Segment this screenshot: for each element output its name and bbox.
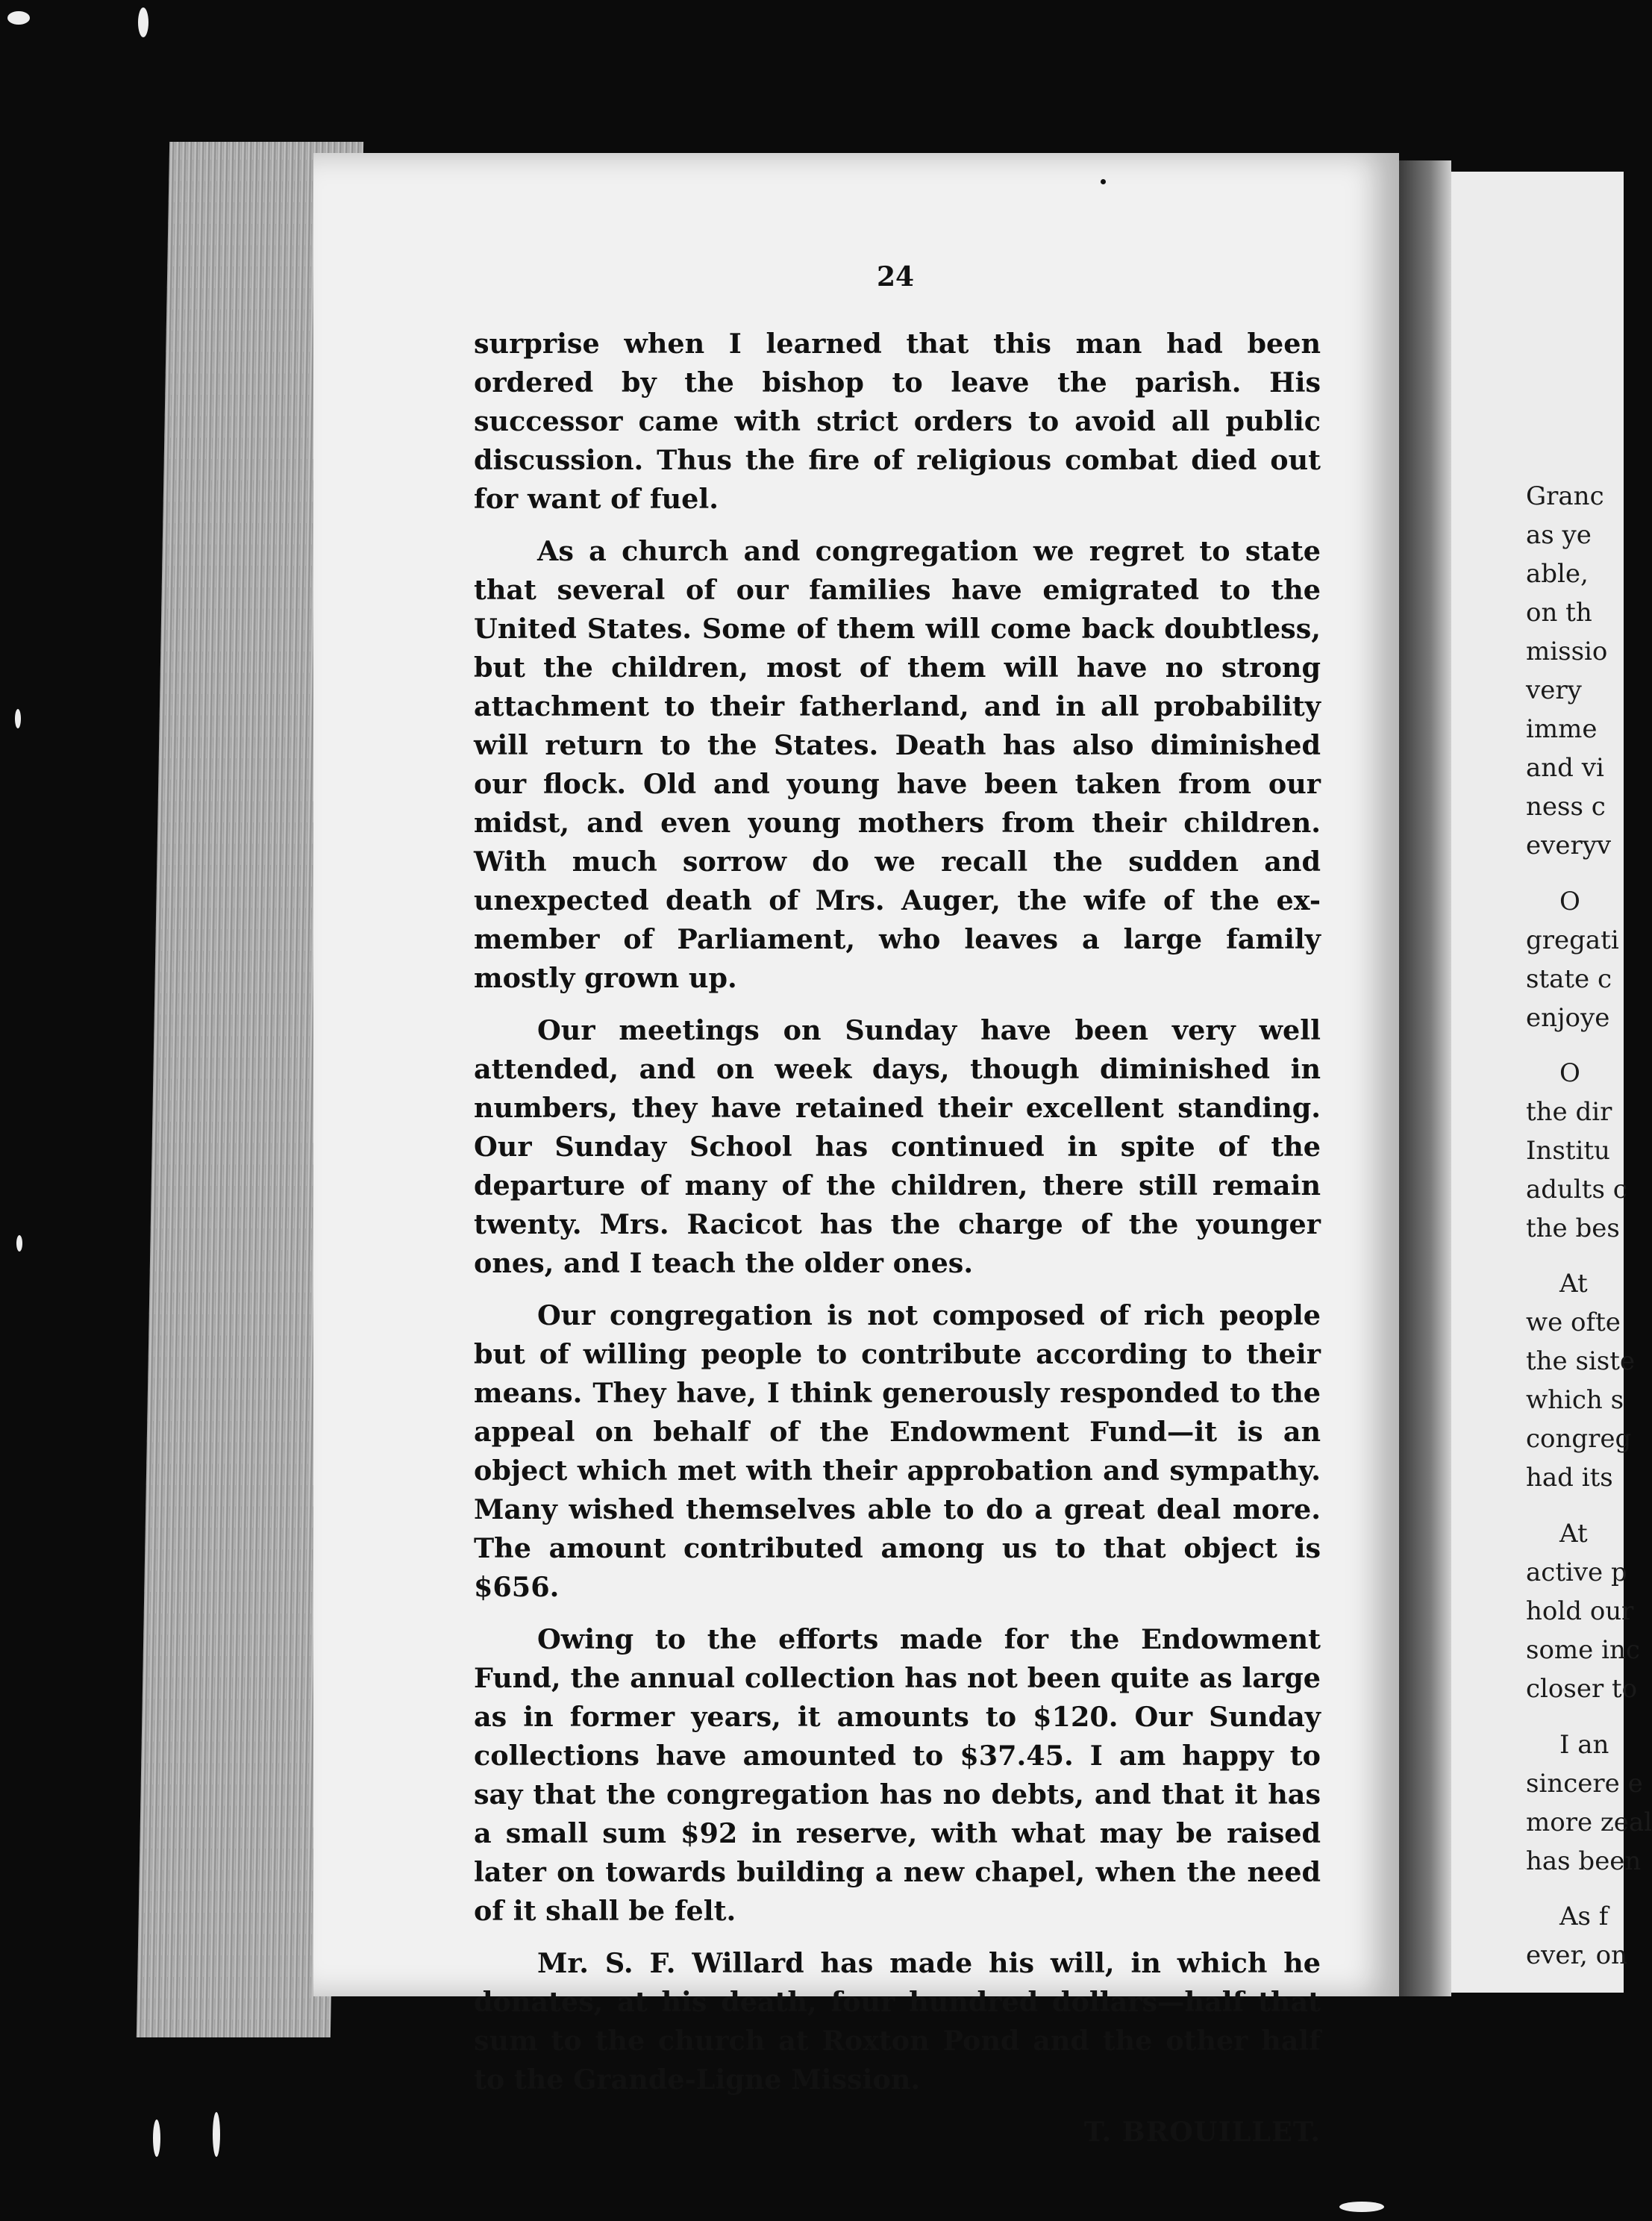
right-page-fragment: O (1559, 887, 1580, 916)
page-number: 24 (877, 261, 915, 293)
film-speck (213, 2112, 220, 2157)
right-page-fragment: Granc (1526, 481, 1604, 511)
film-speck (7, 11, 30, 25)
right-page-fragment: congreg (1526, 1424, 1632, 1454)
right-page-fragment: Institu (1526, 1136, 1610, 1166)
right-page-fragment: has been (1526, 1846, 1642, 1876)
right-page-fragment: At (1559, 1519, 1588, 1549)
film-speck (1339, 2202, 1384, 2212)
signature: T. BROUILLET. (1083, 2116, 1321, 2148)
right-page-fragment: hold our (1526, 1596, 1634, 1626)
paragraph: Our congregation is not composed of rich people but of willing people to contribute according to their means. They have, I think generously responded to the appeal on behalf of the Endowment Fund—it is an object which met with their approbation and sympathy. Many wished themselves able to do a great deal more. The amount contributed among us to that object is $656. (474, 1299, 1321, 1603)
right-page-fragment: At (1559, 1269, 1588, 1299)
film-speck (15, 709, 21, 728)
right-page-fragment: the bes (1526, 1213, 1620, 1243)
right-page-fragment: adults c (1526, 1175, 1627, 1205)
right-page-fragment: ever, on (1526, 1940, 1627, 1970)
right-page-fragment: more zeal (1526, 1808, 1652, 1837)
right-page-fragment: the siste (1526, 1346, 1636, 1376)
right-page-fragment: enjoye (1526, 1003, 1610, 1033)
right-page-partial (1451, 172, 1652, 1993)
right-page-fragment: as ye (1526, 520, 1592, 550)
paragraph: Owing to the efforts made for the Endowment Fund, the annual collection has not been quite as large as in former years, it amounts to $120. Our Sunday collections have amounted to $37.45. I am happy to say that the congregation has no debts, and that it has a small sum $92 in reserve, with what may be raised later on towards building a new chapel, when the need of it shall be felt. (474, 1623, 1321, 1927)
right-page-fragment: state c (1526, 964, 1612, 994)
right-page-fragment: sincere e (1526, 1769, 1643, 1799)
right-page-fragment: ness c (1526, 792, 1606, 822)
film-speck (16, 1235, 22, 1252)
right-page-fragment: which s (1526, 1385, 1624, 1415)
right-page-fragment: and vi (1526, 753, 1604, 783)
film-speck (138, 7, 148, 37)
right-page-fragment: imme (1526, 714, 1598, 744)
paragraph: As a church and congregation we regret to state that several of our families have emigrated to the United States. Some of them will come back doubtless, but the children, most of them will have no strong attachment to their fatherland, and in all probability will return to the States. Death has also diminished our flock. Old and young have been taken from our midst, and even young mothers from their children. With much sorrow do we recall the sudden and unexpected death of Mrs. Auger, the wife of the ex-member of Parliament, who leaves a large family mostly grown up. (474, 535, 1321, 994)
film-speck (153, 2120, 160, 2157)
right-page-fragment: on th (1526, 598, 1592, 628)
paragraph: Mr. S. F. Willard has made his will, in which he donates, at his death, four hundred dollars—half that sum to the church at Roxton Pond and the other half to the Grande-Ligne Mission. (474, 1947, 1321, 2096)
book-gutter (1399, 160, 1451, 1996)
right-page-fragment: I an (1559, 1730, 1609, 1760)
right-page-fragment: very (1526, 675, 1582, 705)
page-body-text (474, 325, 1321, 2152)
page-speck (1101, 179, 1106, 184)
right-page-fragment: everyv (1526, 831, 1612, 860)
right-page-fragment: gregati (1526, 925, 1619, 955)
right-page-fragment: we ofte (1526, 1308, 1621, 1337)
right-page-fragment: As f (1559, 1902, 1609, 1931)
right-page-fragment: the dir (1526, 1097, 1612, 1127)
right-page-fragment: O (1559, 1058, 1580, 1088)
right-page-fragment: some inc (1526, 1635, 1640, 1665)
right-page-fragment: had its (1526, 1463, 1613, 1493)
right-page-fragment: missio (1526, 637, 1608, 666)
right-page-fragment: closer to (1526, 1674, 1638, 1704)
right-page-fragment: active p (1526, 1558, 1627, 1587)
right-page-fragment: able, (1526, 559, 1589, 589)
paragraph: Our meetings on Sunday have been very well attended, and on week days, though diminished in numbers, they have retained their excellent standing. Our Sunday School has continued in spite of the departure of many of the children, there still remain twenty. Mrs. Racicot has the charge of the younger ones, and I teach the older ones. (474, 1014, 1321, 1279)
paragraph: surprise when I learned that this man had been ordered by the bishop to leave the parish. His successor came with strict orders to avoid all public discussion. Thus the fire of religious combat died out for want of fuel. (474, 328, 1321, 515)
